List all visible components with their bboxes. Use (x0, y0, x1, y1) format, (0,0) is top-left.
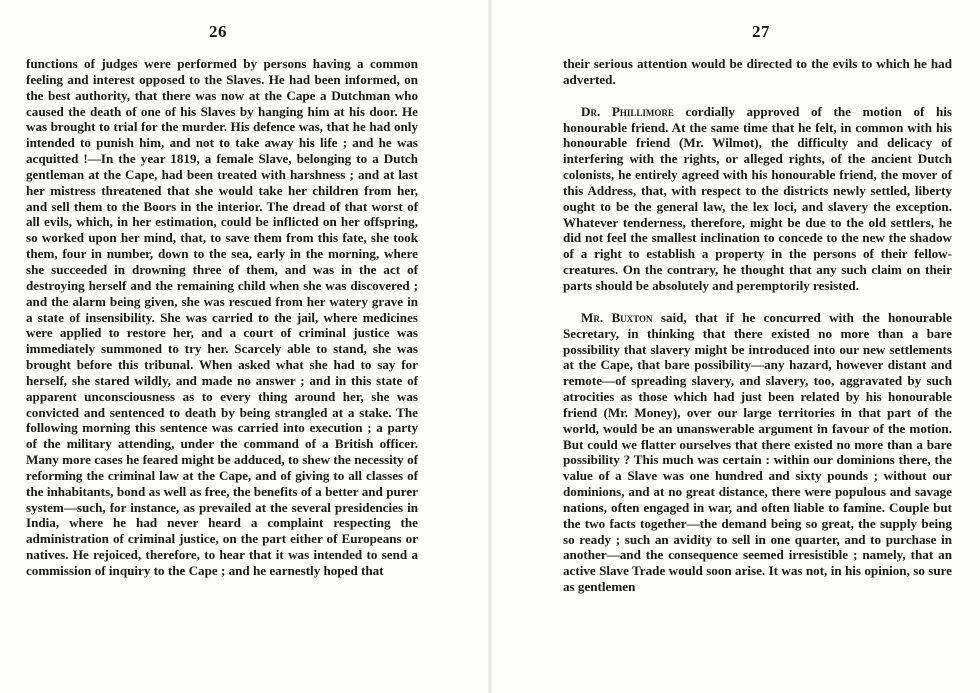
left-page-paragraph: functions of judges were performed by persons having a common feeling and interest opposed to the Slaves. He had been informed, on the best authority, that there was now at the Cape a Dutchman who caused the death of one of his Slaves by hanging him at his door. He was brought to trial for the murder. His defence was, that he had only intended to punish him, and not to take away his life ; and he was acquitted !—In the year 1819, a female Slave, belonging to a Dutch gentleman at the Cape, had been treated with harshness ; and at last her mistress threatened that she would take her children from her, and sell them to the Boors in the interior. The dread of that worst of all evils, which, in her estimation, could be inflicted on her offspring, so worked upon her mind, that, to save them from this fate, she took them, four in number, down to the sea, early in the morning, where she succeeded in drowning three of them, and was in the act of destroying herself and the remaining child when she was discovered ; and the alarm being given, she was rescued from her watery grave in a state of insensibility. She was carried to the jail, where medicines were applied to restore her, and a court of criminal justice was immediately summoned to try her. Scarcely able to stand, she was brought before this tribunal. When asked what she had to say for herself, she stared wildly, and made no answer ; and in this state of apparent unconsciousness as to every thing around her, she was convicted and sentenced to death by being strangled at a stake. The following morning this sentence was carried into execution ; a party of the military attending, under the command of a British officer. Many more cases he feared might be adduced, to shew the necessity of reforming the criminal law at the Cape, and of giving to all classes of the inhabitants, bond as well as free, the benefits of a better and purer system—such, for instance, as prevailed at the several presidencies in India, where he had never heard a complaint respecting the administration of criminal justice, on the part either of Europeans or natives. He rejoiced, therefore, to hear that it was intended to send a commission of inquiry to the Cape ; and he earnestly hoped that (26, 56, 418, 578)
right-page-text (563, 56, 952, 595)
left-page-text (26, 56, 418, 579)
continuation-paragraph: their serious attention would be directed to the evils to which he had adverted. (563, 56, 952, 87)
speaker-buxton: Mr. Buxton (581, 309, 653, 325)
speaker-phillimore: Dr. Phillimore (581, 103, 674, 119)
phillimore-speech: cordially approved of the motion of his honourable friend. At the same time that he felt, in common with his honourable friend (Mr. Wilmot), the difficulty and delicacy of interfering with the rights, or alleged rights, of the ancient Dutch colonists, he entirely agreed with his honourable friend, the mover of this Address, that, with respect to the districts newly settled, liberty ought to be the general law, the lex loci, and slavery the exception. Whatever tenderness, therefore, might be due to the old settlers, he did not feel the smallest inclination to concede to the new the shadow of a right to establish a property in the persons of their fellow-creatures. On the contrary, he thought that any such claim on their parts should be absolutely and peremptorily resisted. (563, 103, 952, 293)
page-number-right: 27 (752, 22, 770, 41)
right-page (490, 0, 980, 693)
buxton-paragraph (563, 310, 952, 595)
buxton-speech: said, that if he concurred with the honourable Secretary, in thinking that there existed no more than a bare possibility that slavery might be introduced into our new settlements at the Cape, that bare possibility—any hazard, however distant and remote—of spreading slavery, and slavery, too, aggravated by such atrocities as those which had just been related by his honourable friend (Mr. Money), over our large territories in that part of the world, would be an unanswerable argument in favour of the motion. But could we flatter ourselves that there existed no more than a bare possibility ? This much was certain : within our dominions there, the value of a Slave was one hundred and sixty pounds ; without our dominions, and at no great distance, there were populous and savage nations, often engaged in war, and often liable to famine. Couple but the two facts together—the demand being so great, the supply being so ready ; such an avidity to sell in one quarter, and to purchase in another—and the consequence seemed irresistible ; namely, that an active Slave Trade would soon arise. It was not, in his opinion, so sure as gentlemen (563, 309, 952, 595)
page-number-left: 26 (209, 22, 227, 41)
phillimore-paragraph (563, 104, 952, 294)
